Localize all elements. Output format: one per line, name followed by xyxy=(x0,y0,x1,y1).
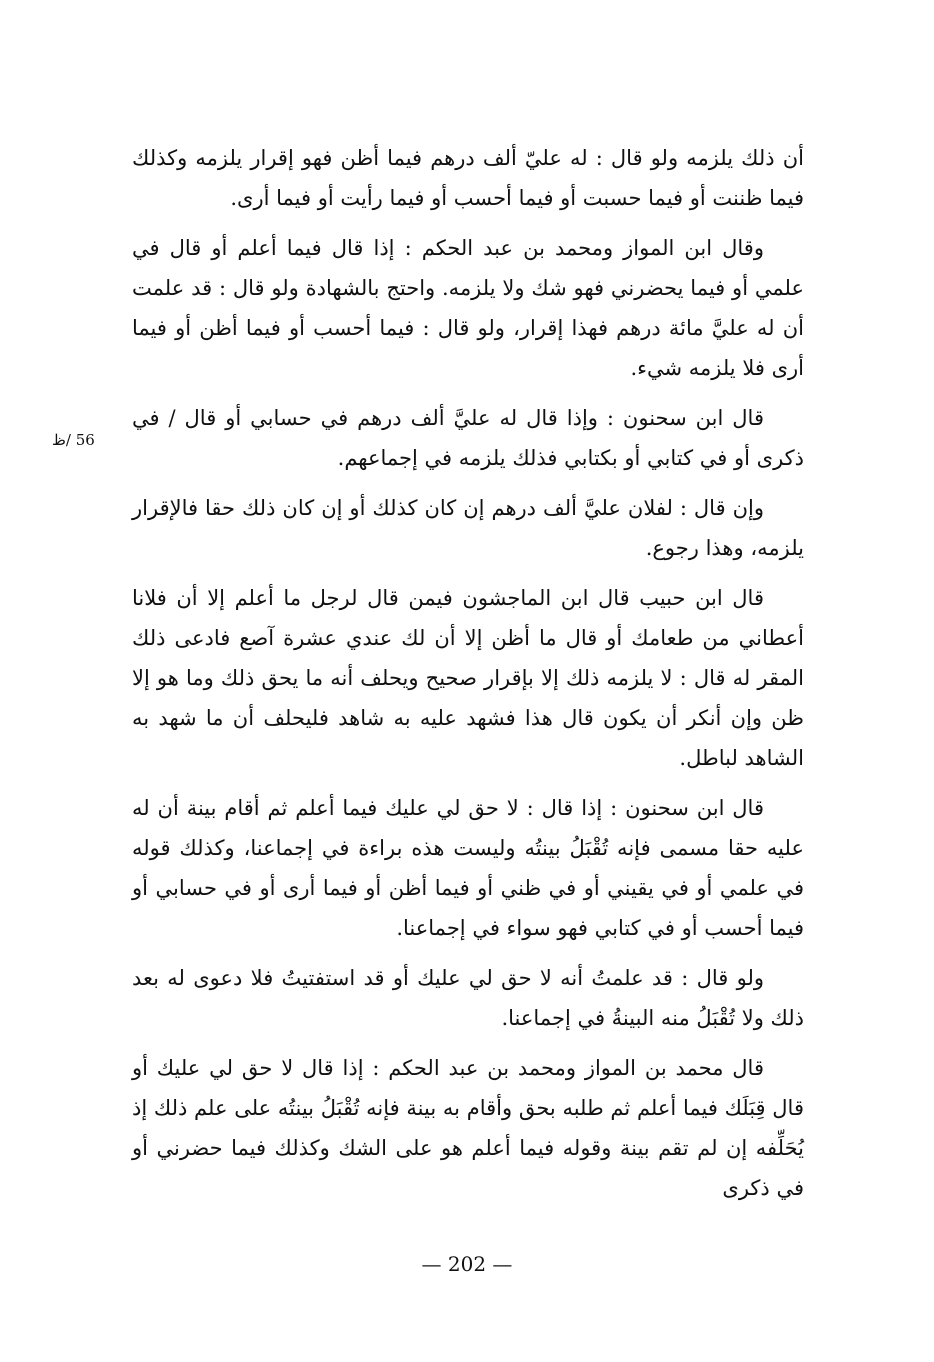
paragraph-5: قال ابن حبيب قال ابن الماجشون فيمن قال لرجل ما أعلم إلا أن فلانا أعطاني من طعامك أو قال ما أظن إلا أن لك عندي عشرة آصع فادعى ذلك المقر له قال : لا يلزمه ذلك إلا بإقرار صحيح ويحلف أنه ما يحق ذلك وما هو إلا ظن وإن أنكر أن يكون قال هذا فشهد عليه به شاهد فليحلف أن ما شهد به الشاهد لباطل. xyxy=(132,586,804,770)
paragraph-1: أن ذلك يلزمه ولو قال : له عليّ ألف درهم فيما أظن فهو إقرار يلزمه وكذلك فيما ظننت أو فيما حسبت أو فيما أحسب أو فيما رأيت أو فيما أرى. xyxy=(132,146,804,210)
paragraph-4: وإن قال : لفلان عليَّ ألف درهم إن كان كذلك أو إن كان ذلك حقا فالإقرار يلزمه، وهذا رجوع. xyxy=(132,496,804,560)
main-text-block xyxy=(132,138,804,1218)
paragraph-7: ولو قال : قد علمتُ أنه لا حق لي عليك أو قد استفتيتُ فلا دعوى له بعد ذلك ولا تُقْبَلُ منه البينةُ في إجماعنا. xyxy=(132,966,804,1030)
paragraph-2: وقال ابن المواز ومحمد بن عبد الحكم : إذا قال فيما أعلم أو قال في علمي أو فيما يحضرني فهو شك ولا يلزمه. واحتج بالشهادة ولو قال : قد علمت أن له عليَّ مائة درهم فهذا إقرار، ولو قال : فيما أحسب أو فيما أظن أو فيما أرى فلا يلزمه شيء. xyxy=(132,236,804,380)
paragraph-6: قال ابن سحنون : إذا قال : لا حق لي عليك فيما أعلم ثم أقام بينة أن له عليه حقا مسمى فإنه تُقْبَلُ بينتُه وليست هذه براءة في إجماعنا، وكذلك قوله في علمي أو في يقيني أو في ظني أو فيما أظن أو فيما أرى أو في حسابي أو فيما أحسب أو في كتابي فهو سواء في إجماعنا. xyxy=(132,796,804,940)
folio-margin-note: 56 /ظ xyxy=(52,431,95,449)
paragraph-3: قال ابن سحنون : وإذا قال له عليَّ ألف درهم في حسابي أو قال / في ذكرى أو في كتابي أو بكتابي فذلك يلزمه في إجماعهم. xyxy=(132,406,804,470)
paragraph-8: قال محمد بن المواز ومحمد بن عبد الحكم : إذا قال لا حق لي عليك أو قال قِبَلَك فيما أعلم ثم طلبه بحق وأقام به بينة فإنه تُقْبَلُ بينتُه على علم ذلك إذ يُحَلِّفه إن لم تقم بينة وقوله فيما أعلم هو على الشك وكذلك فيما حضرني أو في ذكرى xyxy=(132,1056,804,1200)
page-number: — 202 — xyxy=(421,1252,513,1276)
